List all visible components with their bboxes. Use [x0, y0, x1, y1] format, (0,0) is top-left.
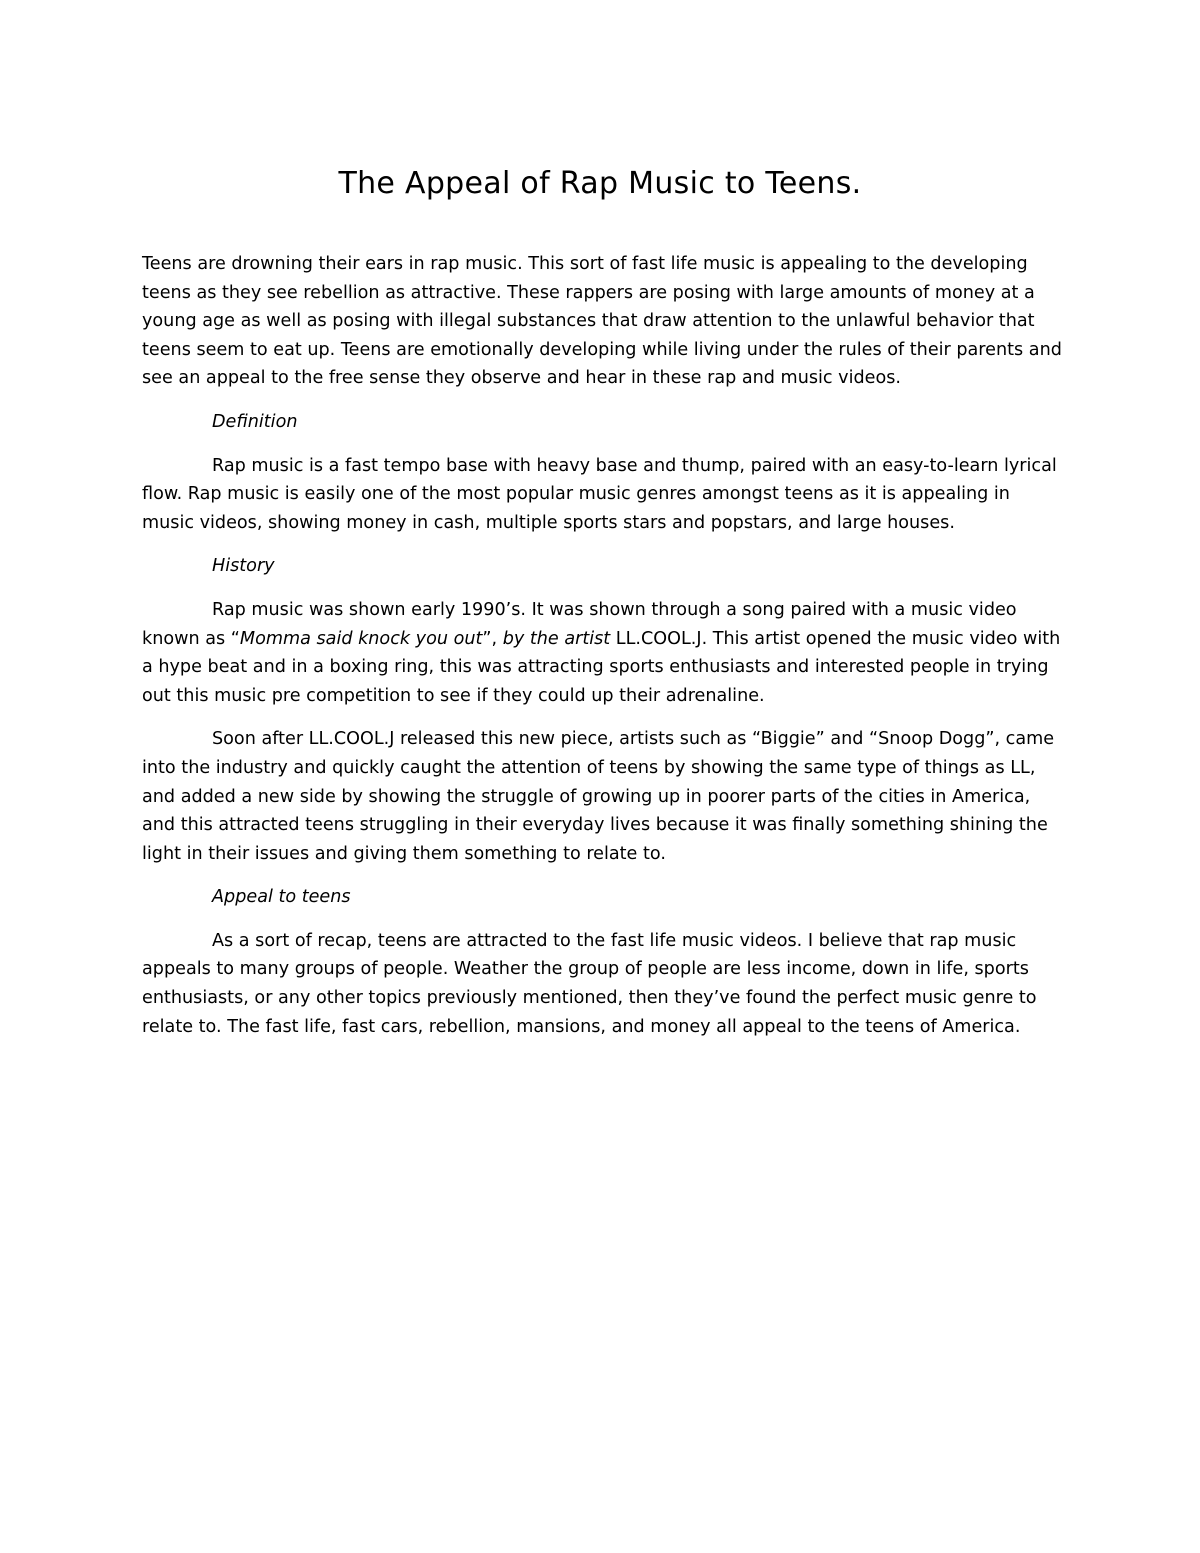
history-p1-quote-close: ”,	[482, 628, 503, 649]
history-p1-end: LL.COOL.J. This artist opened the music video with a hype beat and in a boxing ring, this was attracting sports enthusiasts and interested people in trying out this music pre competition to see if they could up their adrenaline.	[142, 628, 1061, 706]
intro-paragraph: Teens are drowning their ears in rap music. This sort of fast life music is appealing to the developing teens as they see rebellion as attractive. These rappers are posing with large amounts of money at a young age as well as posing with illegal substances that draw attention to the unlawful behavior that teens seem to eat up. Teens are emotionally developing while living under the rules of their parents and see an appeal to the free sense they observe and hear in these rap and music videos.	[142, 254, 1062, 389]
history-p1-by-artist: by the artist	[502, 628, 611, 649]
history-p1-start: Rap music was shown early 1990’s. It was shown through a song paired with a music video known as “	[142, 599, 1017, 649]
song-title: Momma said knock you out	[239, 628, 483, 649]
appeal-paragraph: As a sort of recap, teens are attracted to the fast life music videos. I believe that rap music appeals to many groups of people. Weather the group of people are less income, down in life, sports enthusiasts, or any other topics previously mentioned, then they’ve found the perfect music genre to relate to. The fast life, fast cars, rebellion, mansions, and money all appeal to the teens of America.	[142, 930, 1037, 1037]
definition-heading: Definition	[212, 411, 298, 432]
appeal-heading: Appeal to teens	[212, 887, 351, 908]
document-title: The Appeal of Rap Music to Teens.	[338, 166, 862, 201]
history-paragraph-2: Soon after LL.COOL.J released this new piece, artists such as “Biggie” and “Snoop Dogg”, came into the industry and quickly caught the attention of teens by showing the same type of things as LL, and added a new side by showing the struggle of growing up in poorer parts of the cities in America, and this attracted teens struggling in their everyday lives because it was finally something shining the light in their issues and giving them something to relate to.	[142, 729, 1055, 864]
history-paragraph-1	[142, 596, 1067, 710]
history-heading: History	[212, 556, 275, 577]
document-body	[142, 250, 1067, 1056]
definition-paragraph: Rap music is a fast tempo base with heavy base and thump, paired with an easy-to-learn lyrical flow. Rap music is easily one of the most popular music genres amongst teens as it is appealing in music videos, showing money in cash, multiple sports stars and popstars, and large houses.	[142, 455, 1057, 533]
